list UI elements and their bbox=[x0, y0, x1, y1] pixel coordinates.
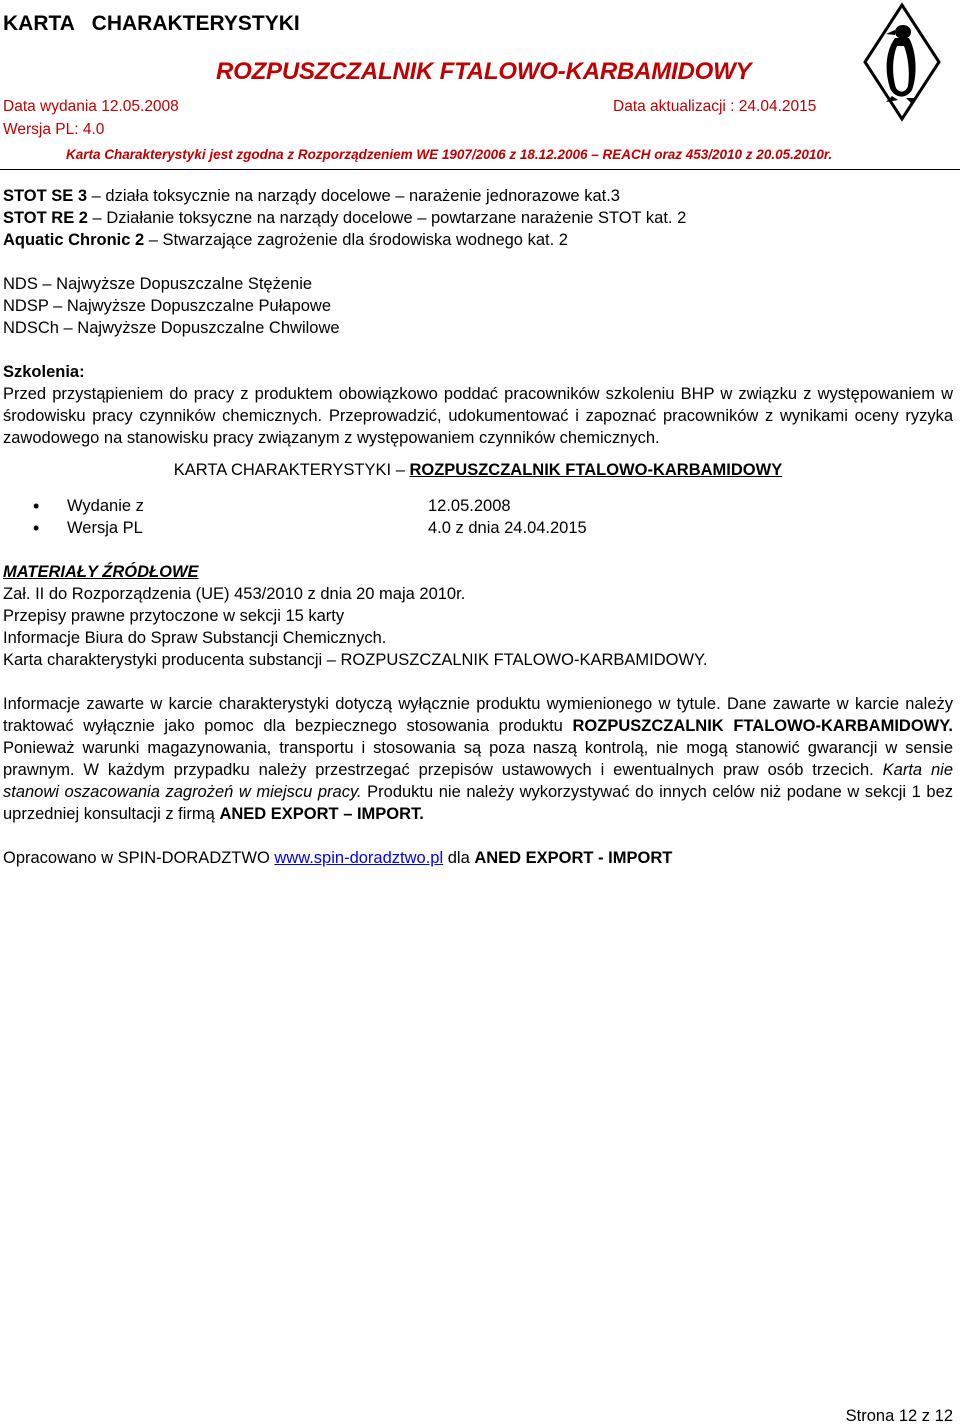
abbreviation-line: NDS – Najwyższe Dopuszczalne Stężenie bbox=[3, 275, 313, 293]
update-date: Data aktualizacji : 24.04.2015 bbox=[613, 98, 817, 115]
header-product-name: ROZPUSZCZALNIK FTALOWO-KARBAMIDOWY bbox=[216, 58, 752, 85]
hazard-line: STOT SE 3 – działa toksycznie na narządy docelowe – narażenie jednorazowe kat.3 bbox=[3, 187, 620, 205]
list-item: • Wydanie z 12.05.2008 bbox=[3, 495, 953, 517]
list-item: Informacje Biura do Spraw Substancji Chemicznych. bbox=[3, 629, 387, 647]
disclaimer: Informacje zawarte w karcie charakterystyki dotyczą wyłącznie produktu wymienionego w tytule. Dane zawarte w karcie należy traktować wyłącznie jako pomoc dla bezpiecznego stosowania produktu ROZPUSZCZALNIK FTALOWO-KARBAMIDOWY. Ponieważ warunki magazynowania, transportu i stosowania są poza naszą kontrolą, nie mogą stanowić gwarancji w sensie prawnym. W każdym przypadku należy przestrzegać przepisów ustawowych i ewentualnych praw osób trzecich. Karta nie stanowi oszacowania zagrożeń w miejscu pracy. Produktu nie należy wykorzystywać do innych celów niż podane w sekcji 1 bez uprzedniej konsultacji z firmą ANED EXPORT – IMPORT. bbox=[3, 695, 953, 823]
penguin-logo-icon bbox=[862, 2, 942, 122]
document-header bbox=[0, 0, 960, 172]
materials-heading: MATERIAŁY ŹRÓDŁOWE bbox=[3, 563, 199, 581]
page-content bbox=[3, 185, 953, 869]
header-divider bbox=[0, 169, 960, 170]
abbreviation-line: NDSCh – Najwyższe Dopuszczalne Chwilowe bbox=[3, 319, 340, 337]
spin-doradztwo-link[interactable]: www.spin-doradztwo.pl bbox=[274, 849, 444, 867]
abbreviation-line: NDSP – Najwyższe Dopuszczalne Pułapowe bbox=[3, 297, 332, 315]
compliance-note: Karta Charakterystyki jest zgodna z Rozporządzeniem WE 1907/2006 z 18.12.2006 – REACH oraz 453/2010 z 20.05.2010r. bbox=[66, 147, 833, 162]
header-title: KARTA CHARAKTERYSTYKI bbox=[3, 12, 300, 35]
list-item: Przepisy prawne przytoczone w sekcji 15 karty bbox=[3, 607, 345, 625]
hazard-line: STOT RE 2 – Działanie toksyczne na narządy docelowe – powtarzane narażenie STOT kat. 2 bbox=[3, 209, 687, 227]
training-heading: Szkolenia: bbox=[3, 363, 85, 381]
version: Wersja PL: 4.0 bbox=[3, 121, 105, 138]
hazard-line: Aquatic Chronic 2 – Stwarzające zagrożenie dla środowiska wodnego kat. 2 bbox=[3, 231, 568, 249]
card-reference: KARTA CHARAKTERYSTYKI – ROZPUSZCZALNIK FTALOWO-KARBAMIDOWY bbox=[173, 461, 783, 479]
prepared-by: Opracowano w SPIN-DORADZTWO www.spin-doradztwo.pl dla ANED EXPORT - IMPORT bbox=[3, 849, 673, 867]
training-text: Przed przystąpieniem do pracy z produktem obowiązkowo poddać pracowników szkoleniu BHP w związku z występowaniem w środowisku pracy czynników chemicznych. Przeprowadzić, udokumentować i zapoznać pracowników z wynikami oceny ryzyka zawodowego na stanowisku pracy związanym z występowaniem czynników chemicznych. bbox=[3, 385, 953, 447]
page-number: Strona 12 z 12 bbox=[845, 1407, 953, 1425]
list-item: Karta charakterystyki producenta substancji – ROZPUSZCZALNIK FTALOWO-KARBAMIDOWY. bbox=[3, 651, 708, 669]
list-item: Zał. II do Rozporządzenia (UE) 453/2010 z dnia 20 maja 2010r. bbox=[3, 585, 466, 603]
issue-date: Data wydania 12.05.2008 bbox=[3, 98, 179, 115]
edition-list bbox=[3, 495, 953, 539]
list-item: • Wersja PL 4.0 z dnia 24.04.2015 bbox=[3, 517, 953, 539]
